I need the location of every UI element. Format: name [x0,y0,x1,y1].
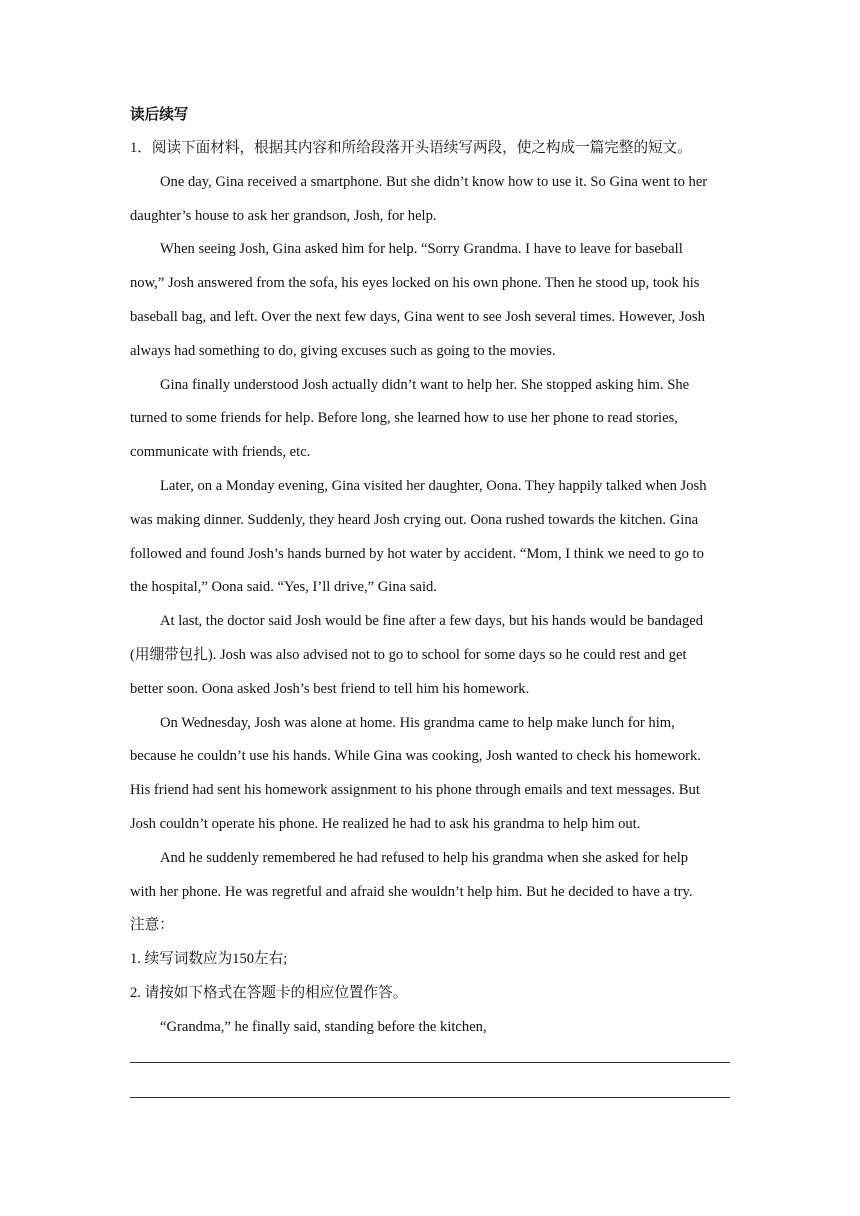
paragraph-line: because he couldn’t use his hands. While Gina was cooking, Josh wanted to check his homework. [130,748,701,765]
paragraph-line: Gina finally understood Josh actually didn’t want to help her. She stopped asking him. She [160,376,690,393]
story-paragraph-7 [130,842,730,910]
paragraph-line: followed and found Josh’s hands burned by hot water by accident. “Mom, I think we need to go to [130,545,704,562]
section-heading: 读后续写 [130,107,189,123]
paragraph-line: with her phone. He was regretful and afraid she wouldn’t help him. But he decided to have a try. [130,883,693,900]
story-paragraph-1 [130,166,730,234]
story-paragraph-5 [130,605,730,706]
paragraph-line: On Wednesday, Josh was alone at home. His grandma came to help make lunch for him, [160,714,675,731]
story-paragraph-4 [130,470,730,605]
paragraph-line: One day, Gina received a smartphone. But she didn’t know how to use it. So Gina went to her [160,173,708,190]
paragraph-line: baseball bag, and left. Over the next few days, Gina went to see Josh several times. However, Josh [130,308,705,325]
paragraph-line: always had something to do, giving excuses such as going to the movies. [130,342,556,359]
story-paragraph-2 [130,233,730,368]
paragraph-line: the hospital,” Oona said. “Yes, I’ll drive,” Gina said. [130,579,437,596]
paragraph-line: Josh couldn’t operate his phone. He realized he had to ask his grandma to help him out. [130,815,641,832]
paragraph-line: communicate with friends, etc. [130,444,311,461]
answer-line [130,1062,730,1063]
paragraph-line: was making dinner. Suddenly, they heard Josh crying out. Oona rushed towards the kitchen. Gina [130,511,699,528]
paragraph-line: Later, on a Monday evening, Gina visited her daughter, Oona. They happily talked when Josh [160,477,707,494]
paragraph-line: And he suddenly remembered he had refused to help his grandma when she asked for help [160,849,689,866]
notes-title: 注意： [130,917,174,934]
paragraph-line: better soon. Oona asked Josh’s best friend to tell him his homework. [130,680,530,697]
answer-line [130,1097,730,1098]
story-paragraph-6 [130,707,730,842]
continuation-opening: “Grandma,” he finally said, standing before the kitchen, [160,1018,487,1035]
note-item: 2. 请按如下格式在答题卡的相应位置作答。 [130,984,408,1001]
paragraph-line: daughter’s house to ask her grandson, Josh, for help. [130,207,437,224]
task-instruction: 1．阅读下面材料，根据其内容和所给段落开头语续写两段，使之构成一篇完整的短文。 [130,140,692,156]
paragraph-line: When seeing Josh, Gina asked him for help. “Sorry Grandma. I have to leave for baseball [160,241,683,258]
paragraph-line: now,” Josh answered from the sofa, his eyes locked on his own phone. Then he stood up, took his [130,275,700,292]
document-body [130,98,730,1045]
paragraph-line: turned to some friends for help. Before long, she learned how to use her phone to read stories, [130,410,678,427]
note-item: 1. 续写词数应为150左右; [130,951,288,968]
story-paragraph-3 [130,369,730,470]
paragraph-line: His friend had sent his homework assignment to his phone through emails and text messages. But [130,782,700,799]
paragraph-line: At last, the doctor said Josh would be fine after a few days, but his hands would be bandaged [160,613,704,630]
paragraph-line: (用绷带包扎). Josh was also advised not to go to school for some days so he could rest and get [130,646,687,663]
